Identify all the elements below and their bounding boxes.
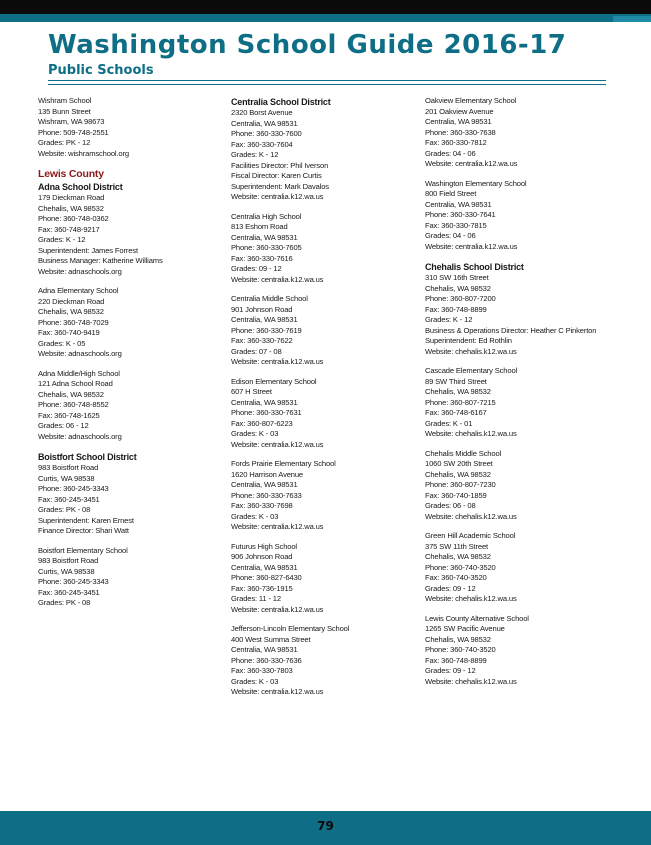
entry-first-line: Boistfort Elementary School (38, 545, 128, 555)
entry-line: 220 Dieckman Road (38, 296, 105, 306)
entry-line: Grades: 11 - 12 (231, 594, 281, 603)
school-entry (425, 273, 613, 357)
entry-first-line: 310 SW 16th Street (425, 273, 489, 282)
entry-line: Fax: 360-748-9217 (38, 224, 100, 234)
entry-line: Phone: 360-330-7631 (231, 408, 302, 417)
entry-line: Grades: K - 03 (231, 429, 279, 438)
entry-line: Website: chehalis.k12.wa.us (425, 676, 517, 686)
entry-line: Centralia, WA 98531 (231, 315, 298, 324)
entry-line: Phone: 360-330-7619 (231, 325, 302, 335)
entry-line: Centralia, WA 98531 (425, 199, 492, 209)
school-entry (231, 212, 419, 286)
entry-line: Phone: 360-807-7215 (425, 397, 496, 407)
county-heading: Lewis County (38, 168, 104, 180)
entry-line: Phone: 360-245-3343 (38, 577, 109, 586)
entry-line: 400 West Summa Street (231, 634, 311, 644)
entry-line: Website: centralia.k12.wa.us (425, 241, 518, 251)
entry-line: Website: adnaschools.org (38, 266, 122, 276)
entry-line: 813 Eshom Road (231, 222, 288, 231)
entry-line: Superintendent: Ed Rothlin (425, 336, 512, 345)
entry-line: Superintendent: Karen Ernest (38, 515, 134, 525)
entry-first-line: Washington Elementary School (425, 178, 527, 188)
entry-line: Grades: K - 12 (425, 315, 473, 324)
entry-first-line: 983 Boistfort Road (38, 463, 99, 472)
entry-line: 906 Johnson Road (231, 552, 293, 561)
top-teal-accent (613, 16, 651, 22)
entry-first-line: Wishram School (38, 96, 92, 105)
entry-line: 201 Oakview Avenue (425, 106, 494, 116)
school-entry (425, 366, 613, 440)
entry-line: Website: adnaschools.org (38, 349, 122, 358)
entry-line: Phone: 360-807-7200 (425, 294, 496, 303)
entry-line: 1265 SW Pacific Avenue (425, 624, 505, 633)
entry-line: Phone: 360-807-7230 (425, 480, 496, 489)
entry-line: Website: centralia.k12.wa.us (231, 439, 324, 449)
entry-line: Website: chehalis.k12.wa.us (425, 594, 517, 603)
entry-line: 135 Bunn Street (38, 106, 91, 116)
district-heading: Chehalis School District (425, 262, 524, 272)
page-subtitle: Public Schools (48, 63, 154, 78)
entry-line: Fax: 360-330-7803 (231, 666, 293, 675)
school-entry (231, 294, 419, 368)
entry-first-line: Jefferson-Lincoln Elementary School (231, 624, 350, 633)
entry-first-line: Oakview Elementary School (425, 96, 517, 105)
entry-line: Grades: 04 - 06 (425, 148, 476, 158)
entry-line: 1620 Harrison Avenue (231, 469, 304, 479)
entry-line: Chehalis, WA 98532 (38, 203, 104, 213)
entry-first-line: Cascade Elementary School (425, 366, 518, 375)
entry-line: Centralia, WA 98531 (231, 118, 298, 128)
entry-line: Fax: 360-748-1625 (38, 410, 100, 420)
entry-line: Business & Operations Director: Heather C Pinkerton (425, 325, 597, 335)
entry-line: Chehalis, WA 98532 (425, 552, 491, 561)
page-title: Washington School Guide 2016-17 (48, 30, 567, 60)
entry-line: Phone: 360-748-7029 (38, 317, 109, 327)
entry-line: Fax: 360-740-1859 (425, 490, 487, 500)
entry-line: Website: centralia.k12.wa.us (231, 522, 324, 531)
school-entry (38, 463, 226, 537)
page-number: 79 (317, 819, 334, 833)
entry-line: Centralia, WA 98531 (425, 117, 492, 126)
entry-line: Grades: 09 - 12 (425, 666, 476, 675)
entry-first-line: Lewis County Alternative School (425, 613, 529, 623)
school-entry (425, 179, 613, 253)
entry-line: Fax: 360-740-3520 (425, 573, 487, 582)
entry-line: Phone: 360-330-7636 (231, 655, 302, 665)
entry-line: Chehalis, WA 98532 (425, 387, 491, 396)
entry-line: Website: centralia.k12.wa.us (231, 604, 324, 614)
entry-line: Phone: 360-740-3520 (425, 562, 496, 572)
header-rule-thin (48, 84, 606, 85)
entry-line: Superintendent: James Forrest (38, 245, 138, 255)
entry-line: Centralia, WA 98531 (231, 397, 298, 407)
entry-line: 983 Boistfort Road (38, 556, 99, 565)
district-heading: Boistfort School District (38, 452, 137, 462)
school-entry (38, 193, 226, 277)
column-3 (425, 96, 613, 696)
entry-line: Fax: 360-748-8899 (425, 304, 487, 314)
school-entry (231, 542, 419, 616)
entry-line: Grades: K - 01 (425, 418, 473, 428)
entry-line: Phone: 360-330-7600 (231, 129, 302, 138)
entry-line: Grades: 09 - 12 (231, 264, 282, 273)
entry-first-line: Futurus High School (231, 541, 297, 551)
entry-line: Phone: 360-748-8552 (38, 400, 109, 409)
entry-line: Chehalis, WA 98532 (425, 634, 491, 644)
entry-line: Curtis, WA 98538 (38, 566, 95, 576)
entry-line: Fax: 360-245-3451 (38, 587, 100, 597)
entry-line: Fiscal Director: Karen Curtis (231, 171, 322, 180)
entry-line: Centralia, WA 98531 (231, 562, 298, 572)
entry-line: Facilities Director: Phil Iverson (231, 160, 329, 170)
school-entry (425, 96, 613, 170)
school-entry (231, 108, 419, 203)
entry-line: Grades: K - 03 (231, 676, 279, 686)
entry-line: Centralia, WA 98531 (231, 232, 298, 242)
entry-first-line: Adna Middle/High School (38, 368, 120, 378)
entry-first-line: Centralia High School (231, 211, 302, 221)
entry-line: Website: chehalis.k12.wa.us (425, 346, 517, 356)
entry-line: Fax: 360-330-7815 (425, 220, 487, 230)
entry-line: Website: chehalis.k12.wa.us (425, 429, 517, 438)
entry-line: Grades: K - 12 (38, 235, 86, 244)
entry-line: Centralia, WA 98531 (231, 480, 298, 489)
entry-line: Phone: 360-330-7638 (425, 127, 496, 137)
entry-line: 800 Field Street (425, 189, 477, 198)
top-teal-bar (0, 14, 651, 22)
school-entry (425, 614, 613, 688)
entry-line: Fax: 360-245-3451 (38, 494, 100, 504)
school-entry (38, 286, 226, 360)
school-entry (38, 546, 226, 609)
entry-line: Website: chehalis.k12.wa.us (425, 511, 517, 521)
entry-line: Fax: 360-748-8899 (425, 655, 487, 665)
entry-line: Chehalis, WA 98532 (425, 469, 491, 479)
entry-line: Website: centralia.k12.wa.us (231, 274, 324, 284)
entry-first-line: Adna Elementary School (38, 286, 119, 295)
entry-first-line: 179 Dieckman Road (38, 193, 105, 202)
entry-first-line: Chehalis Middle School (425, 448, 502, 458)
entry-line: Grades: 06 - 12 (38, 421, 89, 430)
district-heading: Centralia School District (231, 97, 331, 107)
entry-line: Grades: 04 - 06 (425, 231, 476, 240)
entry-line: Fax: 360-330-7698 (231, 501, 293, 510)
entry-line: Grades: 06 - 08 (425, 501, 476, 510)
entry-line: 89 SW Third Street (425, 376, 487, 386)
entry-line: Website: adnaschools.org (38, 431, 122, 441)
entry-line: Finance Director: Shari Watt (38, 526, 129, 535)
header-rule (48, 80, 606, 81)
entry-line: Grades: K - 05 (38, 338, 86, 348)
entry-line: Grades: PK - 08 (38, 598, 91, 607)
entry-line: Website: wishramschool.org (38, 148, 129, 158)
entry-line: Phone: 360-330-7633 (231, 490, 302, 500)
school-entry (38, 369, 226, 443)
entry-line: Website: centralia.k12.wa.us (231, 192, 324, 201)
entry-line: 901 Johnson Road (231, 304, 293, 314)
entry-line: Fax: 360-330-7604 (231, 139, 293, 149)
entry-first-line: Edison Elementary School (231, 376, 317, 386)
entry-line: Grades: PK - 08 (38, 505, 91, 514)
entry-line: Chehalis, WA 98532 (38, 307, 104, 316)
school-entry (425, 531, 613, 605)
column-1 (38, 96, 226, 618)
entry-line: Grades: PK - 12 (38, 138, 91, 147)
entry-line: Fax: 360-330-7616 (231, 253, 293, 263)
entry-line: Fax: 360-330-7812 (425, 138, 487, 147)
entry-line: Phone: 360-330-7605 (231, 243, 302, 252)
entry-line: 121 Adna School Road (38, 379, 113, 388)
entry-first-line: Centralia Middle School (231, 294, 308, 303)
entry-line: Grades: K - 03 (231, 511, 279, 521)
entry-line: Fax: 360-740-9419 (38, 328, 100, 337)
entry-line: Phone: 509-748-2551 (38, 127, 109, 137)
school-entry (425, 449, 613, 523)
entry-line: Superintendent: Mark Davalos (231, 181, 329, 191)
entry-line: Phone: 360-740-3520 (425, 645, 496, 654)
entry-line: 607 H Street (231, 387, 272, 396)
entry-line: Chehalis, WA 98532 (425, 283, 491, 293)
entry-line: Business Manager: Katherine Williams (38, 256, 163, 265)
entry-line: Website: centralia.k12.wa.us (231, 687, 324, 696)
entry-line: Website: centralia.k12.wa.us (425, 159, 518, 168)
entry-line: Fax: 360-748-6167 (425, 408, 487, 417)
entry-line: Grades: 07 - 08 (231, 346, 282, 356)
entry-line: Wishram, WA 98673 (38, 117, 105, 126)
entry-line: Fax: 360-807-6223 (231, 418, 293, 428)
entry-line: Grades: 09 - 12 (425, 583, 476, 593)
entry-line: Phone: 360-245-3343 (38, 484, 109, 493)
entry-first-line: Fords Prairie Elementary School (231, 459, 336, 468)
entry-first-line: 2320 Borst Avenue (231, 108, 293, 117)
entry-line: 375 SW 11th Street (425, 541, 489, 551)
entry-line: Chehalis, WA 98532 (38, 389, 104, 399)
school-entry (231, 459, 419, 533)
entry-line: Fax: 360-736-1915 (231, 583, 293, 593)
entry-line: Phone: 360-330-7641 (425, 210, 496, 219)
entry-first-line: Green Hill Academic School (425, 531, 516, 540)
entry-line: Phone: 360-827-6430 (231, 573, 302, 582)
entry-line: Centralia, WA 98531 (231, 645, 298, 654)
entry-line: Phone: 360-748-0362 (38, 214, 109, 223)
column-2 (231, 96, 419, 707)
entry-line: 1060 SW 20th Street (425, 459, 493, 468)
school-entry (231, 377, 419, 451)
entry-line: Curtis, WA 98538 (38, 473, 95, 483)
entry-line: Website: centralia.k12.wa.us (231, 357, 324, 366)
school-entry (38, 96, 226, 159)
entry-line: Fax: 360-330-7622 (231, 336, 293, 345)
district-heading: Adna School District (38, 182, 123, 192)
school-entry (231, 624, 419, 698)
entry-line: Grades: K - 12 (231, 150, 279, 159)
